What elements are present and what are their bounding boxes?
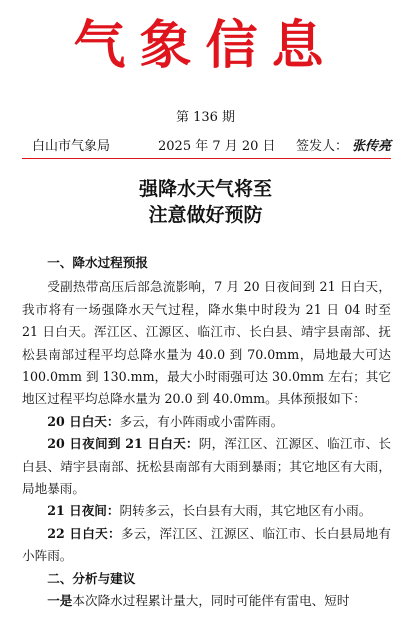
- forecast-label: 21 日夜间：: [47, 503, 120, 519]
- signer-name: 张传亮: [351, 139, 391, 154]
- forecast-text: 阴，浑江区、江源区、临江市、长白县、靖宇县南部、抚松县南部有大雨到暴雨；其它地区有大雨，局地暴雨。: [22, 436, 391, 497]
- forecast-label: 22 日白天：: [47, 525, 121, 541]
- forecast-label: 20 日夜间到 21 日白天：: [47, 436, 199, 452]
- header-meta: [32, 135, 391, 153]
- document-body: [22, 252, 391, 613]
- masthead-title: 气象信息: [73, 15, 338, 76]
- forecast-text: 多云，浑江区、江源区、临江市、长白县局地有小阵雨。: [22, 525, 391, 564]
- point-label: 一是: [47, 593, 73, 609]
- signer: [296, 135, 391, 154]
- issue-number: 第 136 期: [175, 110, 236, 125]
- point-text: 本次降水过程累计量大，同时可能伴有雷电、短时: [72, 593, 350, 609]
- title-line-2: 注意做好预防: [148, 204, 263, 226]
- forecast-label: 20 日白天：: [47, 413, 120, 429]
- forecast-text: 阴转多云，长白县有大雨，其它地区有小雨。: [119, 503, 372, 519]
- section-2-paragraph: [22, 590, 391, 612]
- forecast-text: 多云，有小阵雨或小雷阵雨。: [119, 413, 284, 429]
- title-line-1: 强降水天气将至: [138, 178, 272, 200]
- section-1-heading: 一、降水过程预报: [47, 255, 148, 270]
- section-1-paragraph: 受副热带高压后部急流影响，7 月 20 日夜间到 21 日白天，我市将有一场强降水天气过程，降水集中时段为 21 日 04 时至 21 日白天。浑江区、江源区、临江市、长白县、靖宇县南部、抚松县南部过程平均总降水量为 40.0 到 70.0mm，局地最大可达 100.0mm 到 130.mm，最大小时雨强可达 30.0mm 左右；其它地区过程平均总降水量为 20.0 到 40.0mm。具体预报如下：: [22, 279, 391, 407]
- issue-date: 2025 年 7 月 20 日: [158, 139, 276, 154]
- forecast-item: [22, 411, 391, 433]
- document-title: [0, 176, 411, 228]
- section-2-heading: 二、分析与建议: [47, 570, 136, 586]
- red-divider: [22, 158, 391, 159]
- forecast-item: [22, 523, 391, 568]
- forecast-item: [22, 433, 391, 500]
- issuing-organization: 白山市气象局: [32, 139, 111, 154]
- forecast-item: [22, 500, 391, 522]
- signer-label: 签发人：: [295, 139, 348, 154]
